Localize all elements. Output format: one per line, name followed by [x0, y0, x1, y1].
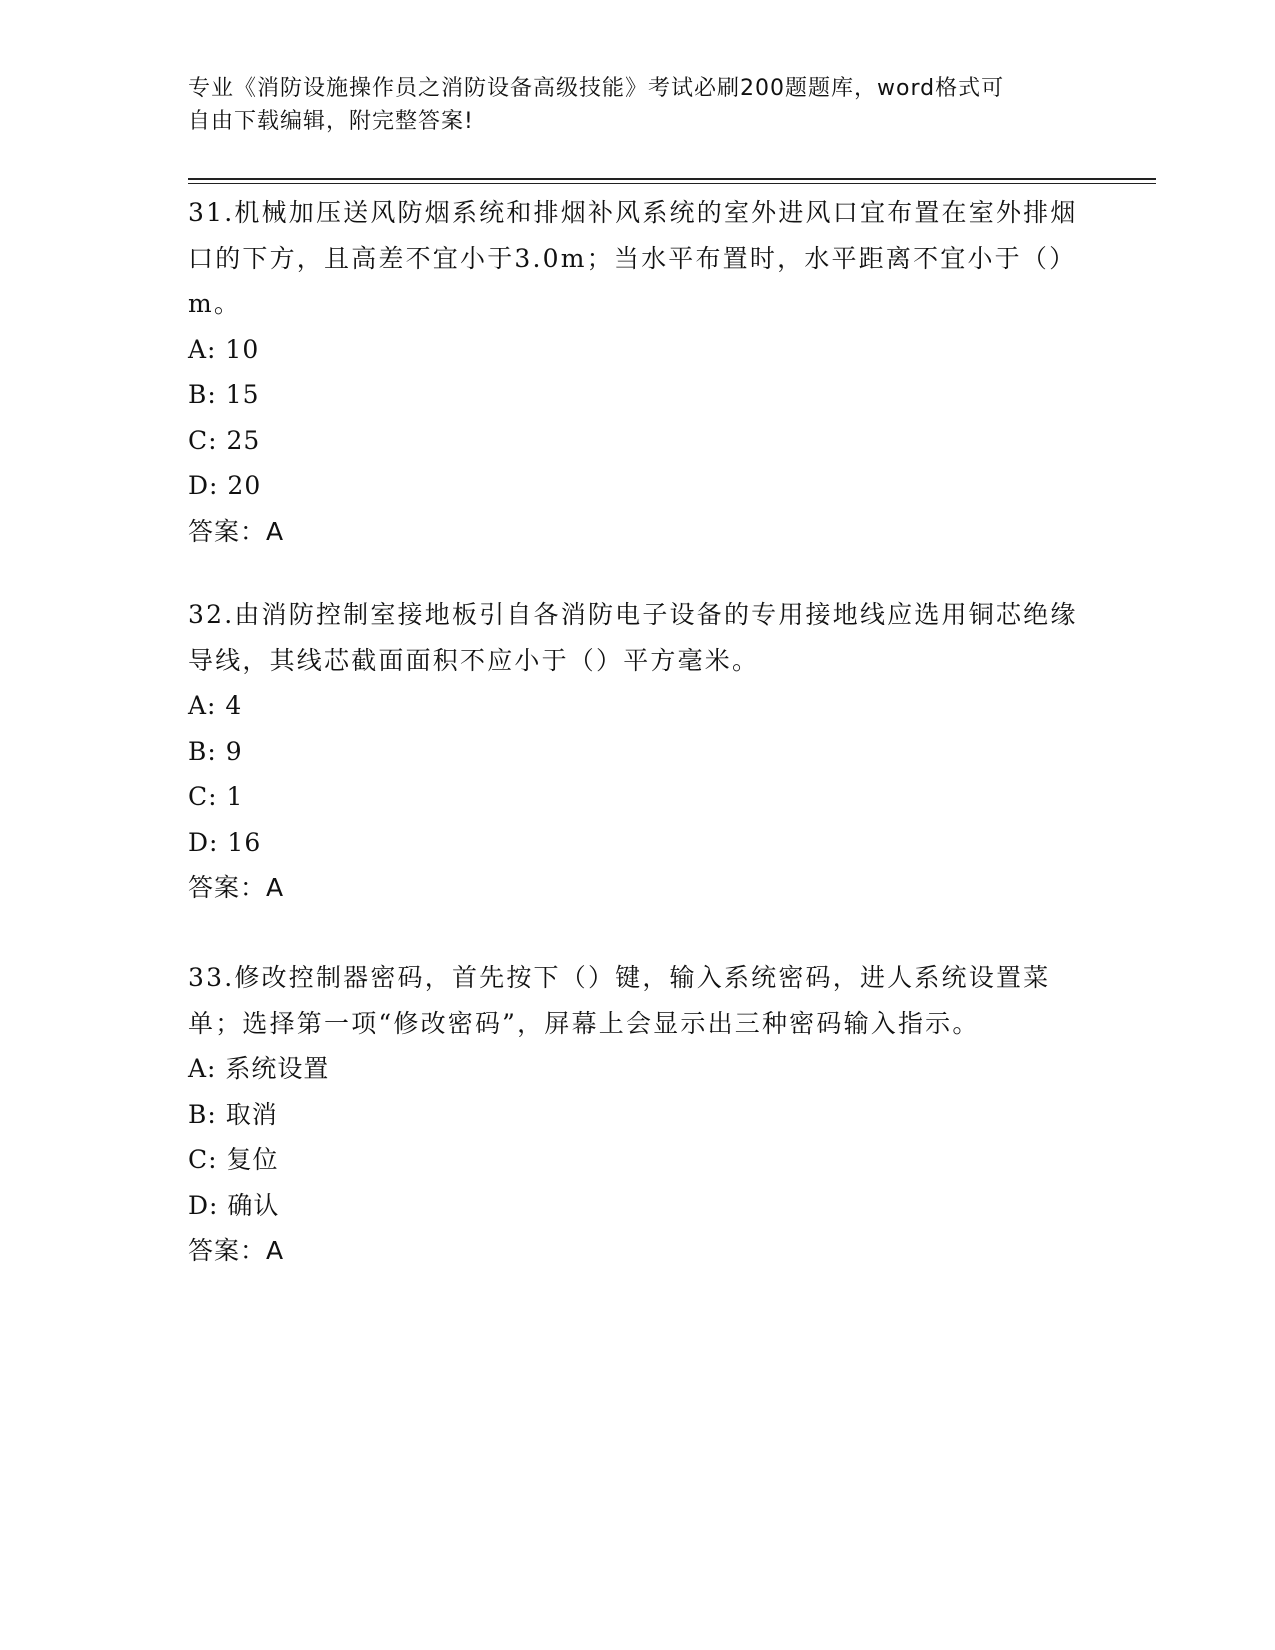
answer: 答案：A	[188, 873, 285, 902]
option-a: A: 10	[188, 334, 260, 364]
header-divider-thin	[188, 183, 1156, 184]
question-33	[188, 955, 1078, 1274]
option-c: C: 复位	[188, 1145, 279, 1174]
question-32	[188, 592, 1078, 911]
answer: 答案：A	[188, 1236, 285, 1265]
option-c: C: 25	[188, 425, 261, 455]
option-a: A: 系统设置	[188, 1054, 330, 1083]
option-d: D: 16	[188, 827, 262, 857]
question-31	[188, 190, 1078, 554]
option-b: B: 15	[188, 380, 260, 409]
question-stem: 33.修改控制器密码，首先按下（）键，输入系统密码，进人系统设置菜单；选择第一项“修改密码”，屏幕上会显示出三种密码输入指示。	[188, 963, 1051, 1038]
option-b: B: 9	[188, 736, 243, 766]
option-d: D: 确认	[188, 1190, 280, 1220]
question-stem: 32.由消防控制室接地板引自各消防电子设备的专用接地线应选用铜芯绝缘导线，其线芯截面面积不应小于（）平方毫米。	[188, 600, 1078, 675]
option-c: C: 1	[188, 782, 244, 811]
header-divider-thick	[188, 178, 1156, 180]
option-a: A: 4	[188, 691, 243, 720]
header-line-1: 专业《消防设施操作员之消防设备高级技能》考试必刷200题题库，word格式可	[188, 76, 1005, 101]
option-d: D: 20	[188, 471, 262, 500]
document-header	[188, 72, 1068, 138]
answer: 答案：A	[188, 516, 285, 546]
header-line-2: 自由下载编辑，附完整答案!	[188, 109, 474, 134]
option-b: B: 取消	[188, 1099, 278, 1129]
question-stem: 31.机械加压送风防烟系统和排烟补风系统的室外进风口宜布置在室外排烟口的下方，且高差不宜小于3.0m；当水平布置时，水平距离不宜小于（）m。	[188, 198, 1078, 318]
